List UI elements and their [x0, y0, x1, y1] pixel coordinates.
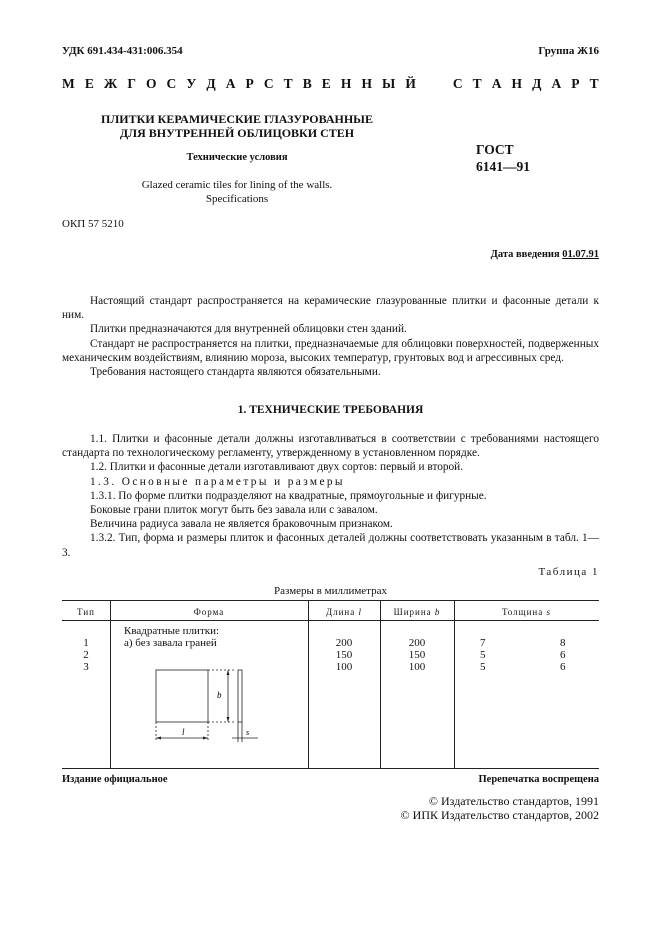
clause-1-2: 1.2. Плитки и фасонные детали изготавливают двух сортов: первый и второй.	[90, 461, 464, 474]
intro-paragraph: Требования настоящего стандарта являются обязательными.	[90, 366, 381, 379]
table-header-rule	[62, 620, 599, 621]
row-thickness-1: 5	[480, 661, 486, 673]
table-bottom-rule	[62, 768, 599, 769]
header-form: Форма	[193, 607, 225, 617]
clause-1-3-2: 1.3.2. Тип, форма и размеры плиток и фасонных деталей должны соответствовать указанным в табл. 1—3.	[62, 532, 599, 559]
row-thickness-2: 6	[560, 661, 566, 673]
col-divider	[308, 600, 309, 768]
header-width-symbol: b	[434, 607, 441, 617]
label-b: b	[217, 690, 222, 700]
row-thickness-1: 5	[480, 649, 486, 661]
intro-paragraph: Плитки предназначаются для внутренней облицовки стен зданий.	[90, 323, 407, 336]
header-width	[380, 607, 454, 617]
banner-letter	[439, 76, 442, 92]
effective-date-label: Дата введения	[490, 249, 560, 260]
banner-letter: Н	[340, 76, 352, 91]
header-thickness-symbol: s	[546, 607, 552, 617]
banner-letter: Ы	[382, 76, 396, 91]
document-title	[62, 112, 412, 140]
banner-letter: А	[491, 76, 502, 91]
english-title	[62, 178, 412, 206]
intro-paragraph: Настоящий стандарт распространяется на керамические глазурованные плитки и фасонные детали к ним.	[62, 295, 599, 322]
group-code: Группа Ж16	[538, 45, 599, 57]
banner-letter: Ж	[103, 76, 118, 91]
intro-paragraph: Стандарт не распространяется на плитки, предназначаемые для облицовки поверхностей, подверженных механическим воздействиям, влиянию мороза, высоких температур, грунтовых вод и агрессивных сред.	[62, 337, 599, 364]
banner-letter: Н	[511, 76, 523, 91]
gost-label: ГОСТ	[476, 142, 514, 157]
banner-letter: Е	[84, 76, 94, 91]
section-heading: 1. ТЕХНИЧЕСКИЕ ТРЕБОВАНИЯ	[237, 404, 424, 416]
label-l: l	[182, 727, 185, 737]
banner-letter: Е	[321, 76, 331, 91]
english-title-line-1: Glazed ceramic tiles for lining of the walls.	[141, 179, 333, 191]
row-length: 150	[335, 649, 353, 661]
row-thickness-2: 8	[560, 637, 566, 649]
banner-letter: Р	[245, 76, 254, 91]
header-thickness	[454, 607, 599, 617]
row-length: 200	[335, 637, 353, 649]
banner-letter: М	[62, 76, 75, 91]
banner-letter	[426, 76, 429, 92]
label-s: s	[246, 728, 250, 737]
banner-letter: Д	[206, 76, 216, 91]
banner-letter: С	[166, 76, 177, 91]
udk-code: УДК 691.434-431:006.354	[62, 45, 183, 57]
banner-letter: Й	[405, 76, 416, 91]
gost-code: 6141—91	[476, 159, 530, 174]
tile-face	[156, 670, 208, 722]
copyright-2002: © ИПК Издательство стандартов, 2002	[400, 808, 599, 822]
table-top-rule	[62, 600, 599, 601]
banner-letter: С	[263, 76, 274, 91]
banner-letter: В	[302, 76, 312, 91]
copyright-1991: © Издательство стандартов, 1991	[428, 794, 599, 808]
row-width: 150	[408, 649, 426, 661]
header-length-symbol: l	[358, 607, 363, 617]
row-type: 3	[83, 661, 89, 673]
tile-drawing	[150, 664, 270, 746]
tile-profile	[238, 670, 242, 722]
form-subtitle: а) без завала граней	[124, 637, 217, 649]
title-line-1: ПЛИТКИ КЕРАМИЧЕСКИЕ ГЛАЗУРОВАННЫЕ	[101, 112, 373, 126]
banner-letter: Д	[532, 76, 542, 91]
banner-letter: Г	[127, 76, 136, 91]
gost-number	[476, 141, 530, 175]
banner-letter: Т	[589, 76, 599, 91]
banner-letter: Т	[472, 76, 482, 91]
banner-letter: О	[145, 76, 157, 91]
clause-1-1: 1.1. Плитки и фасонные детали должны изготавливаться в соответствии с требованиями настоящего стандарта по технологическому регламенту, утвержденному в установленном порядке.	[62, 433, 599, 460]
header-width-label: Ширина	[393, 607, 432, 617]
header-thickness-label: Толщина	[501, 607, 544, 617]
col-divider	[454, 600, 455, 768]
clause-1-3: 1.3. Основные параметры и размеры	[90, 475, 345, 488]
banner-letter: А	[225, 76, 236, 91]
effective-date	[491, 249, 599, 260]
standard-banner	[62, 76, 599, 92]
english-title-line-2: Specifications	[205, 193, 269, 205]
banner-letter: А	[551, 76, 562, 91]
col-divider	[110, 600, 111, 768]
effective-date-value: 01.07.91	[562, 249, 599, 260]
reprint-prohibited: Перепечатка воспрещена	[478, 774, 599, 785]
row-type: 2	[83, 649, 89, 661]
title-line-2: ДЛЯ ВНУТРЕННЕЙ ОБЛИЦОВКИ СТЕН	[119, 126, 355, 140]
form-title: Квадратные плитки:	[124, 625, 220, 637]
row-thickness-2: 6	[560, 649, 566, 661]
banner-letter: Т	[283, 76, 293, 91]
intro-text	[62, 294, 599, 379]
document-subtitle: Технические условия	[186, 152, 288, 163]
col-divider	[380, 600, 381, 768]
table-units: Размеры в миллиметрах	[274, 585, 387, 597]
banner-letter: Р	[571, 76, 580, 91]
official-edition: Издание официальное	[62, 774, 168, 785]
row-width: 200	[408, 637, 426, 649]
header-length	[308, 607, 380, 617]
row-width: 100	[408, 661, 426, 673]
clause-1-3-1: 1.3.1. По форме плитки подразделяют на квадратные, прямоугольные и фигурные.	[90, 489, 487, 502]
table-number: Таблица 1	[538, 566, 599, 578]
banner-letter: У	[186, 76, 197, 91]
row-type: 1	[83, 637, 89, 649]
banner-letter: Н	[361, 76, 372, 91]
clause-radius: Величина радиуса завала не является браковочным признаком.	[90, 518, 393, 531]
banner-letter: С	[452, 76, 463, 91]
okp-code: ОКП 57 5210	[62, 218, 124, 230]
header-length-label: Длина	[325, 607, 356, 617]
clause-side-edges: Боковые грани плиток могут быть без завала или с завалом.	[90, 504, 378, 517]
section-text	[62, 432, 599, 560]
row-thickness-1: 7	[480, 637, 486, 649]
header-type: Тип	[77, 607, 95, 617]
row-length: 100	[335, 661, 353, 673]
